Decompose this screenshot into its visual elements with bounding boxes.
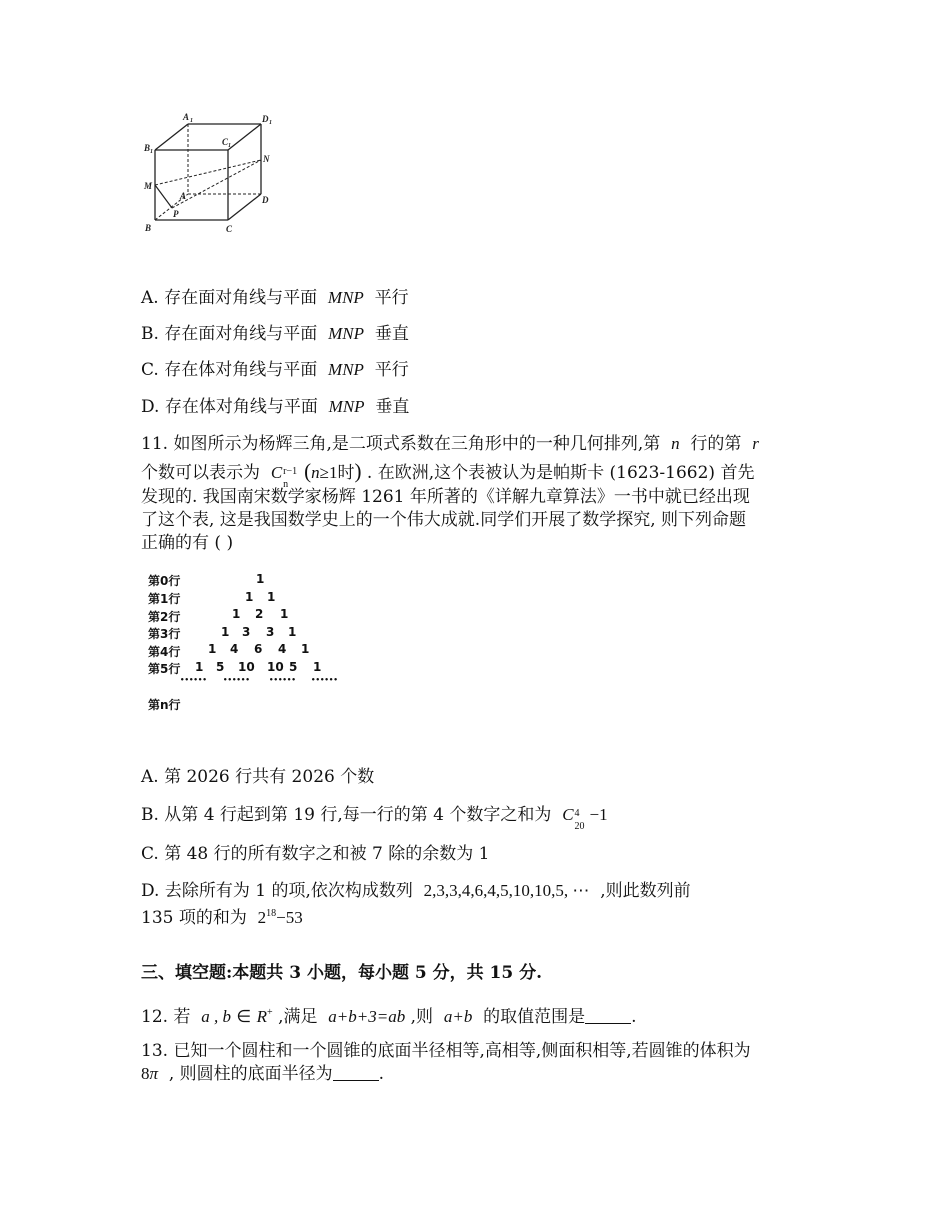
q10-option-a: A. 存在面对角线与平面 MNP 平行 — [141, 288, 409, 308]
q10-option-d: D. 存在体对角线与平面 MNP 垂直 — [141, 397, 410, 417]
q11-line-2: 个数可以表示为 C r−1 n (n≥1时) . 在欧洲,这个表被认为是帕斯卡 (1623-1662) 首先 — [141, 459, 755, 490]
label-a1-sub: 1 — [190, 118, 193, 124]
q11-line-4: 了这个表, 这是我国数学史上的一个伟大成就.同学们开展了数学探究, 则下列命题 — [141, 510, 747, 530]
q11-option-a: A. 第 2026 行共有 2026 个数 — [141, 767, 375, 787]
row-label-0: 第0行 — [148, 574, 181, 588]
cell-5-5: 1 — [313, 660, 322, 674]
cell-1-1: 1 — [267, 590, 276, 604]
q10-option-c: C. 存在体对角线与平面 MNP 平行 — [141, 360, 409, 380]
ellipsis-dots-1: •••••• — [180, 676, 207, 684]
cell-4-1: 4 — [230, 642, 239, 656]
cell-4-2: 6 — [254, 642, 263, 656]
q13-line-2: 8π , 则圆柱的底面半径为 . — [141, 1064, 385, 1084]
label-n: N — [263, 154, 270, 164]
row-label-5: 第5行 — [148, 662, 181, 676]
ellipsis-dots-2: •••••• — [223, 676, 250, 684]
label-c1-sub: 1 — [228, 143, 231, 149]
q11-option-d-line-1: D. 去除所有为 1 的项,依次构成数列 2,3,3,4,6,4,5,10,10,5, ⋯ ,则此数列前 — [141, 881, 691, 901]
ellipsis-dots-3: •••••• — [269, 676, 296, 684]
q11-option-c: C. 第 48 行的所有数字之和被 7 除的余数为 1 — [141, 844, 490, 864]
cell-4-4: 1 — [301, 642, 310, 656]
row-label-2: 第2行 — [148, 610, 181, 624]
q10-option-b: B. 存在面对角线与平面 MNP 垂直 — [141, 324, 409, 344]
q13-answer-blank[interactable] — [333, 1066, 379, 1081]
label-b1-sub: 1 — [150, 149, 153, 155]
q11-option-d-line-2: 135 项的和为 $2^{18}-53$ — [141, 908, 303, 928]
cell-5-0: 1 — [195, 660, 204, 674]
q11-line-1: 11. 如图所示为杨辉三角,是二项式系数在三角形中的一种几何排列,第 n 行的第 r — [141, 434, 759, 454]
cell-3-0: 1 — [221, 625, 230, 639]
label-d1: D — [262, 114, 269, 124]
cell-3-3: 1 — [288, 625, 297, 639]
label-b: B — [145, 223, 152, 233]
cell-3-2: 3 — [266, 625, 275, 639]
q11-line-5: 正确的有 ( ) — [141, 533, 234, 553]
cell-4-3: 4 — [278, 642, 287, 656]
label-d1-sub: 1 — [269, 120, 272, 126]
cube-figure — [140, 110, 280, 240]
row-label-n: 第n行 — [148, 698, 181, 712]
cell-5-3: 10 — [267, 660, 284, 674]
q12-text: 12. 若 a , b ∈ R+ ,满足 a+b+3=ab ,则 a+b 的取值范围是 . — [141, 1007, 637, 1027]
cell-2-0: 1 — [232, 607, 241, 621]
label-a1: A — [183, 112, 190, 122]
q13-line-1: 13. 已知一个圆柱和一个圆锥的底面半径相等,高相等,侧面积相等,若圆锥的体积为 — [141, 1041, 751, 1061]
row-label-1: 第1行 — [148, 592, 181, 606]
q11-option-b: B. 从第 4 行起到第 19 行,每一行的第 4 个数字之和为 C 4 20 −1 — [141, 805, 608, 832]
cell-2-1: 2 — [255, 607, 264, 621]
yanghui-triangle-figure — [148, 570, 348, 720]
cell-2-2: 1 — [280, 607, 289, 621]
label-a: A — [180, 191, 187, 201]
cell-4-0: 1 — [208, 642, 217, 656]
row-label-4: 第4行 — [148, 645, 181, 659]
q11-line-3: 发现的. 我国南宋数学家杨辉 1261 年所著的《详解九章算法》一书中就已经出现 — [141, 487, 750, 507]
label-d: D — [262, 195, 269, 205]
q12-answer-blank[interactable] — [585, 1009, 631, 1024]
section-3-heading: 三、填空题:本题共 3 小题，每小题 5 分，共 15 分. — [141, 963, 543, 983]
row-label-3: 第3行 — [148, 627, 181, 641]
cell-5-4: 5 — [289, 660, 298, 674]
label-c: C — [226, 224, 233, 234]
ellipsis-dots-4: •••••• — [311, 676, 338, 684]
cell-3-1: 3 — [242, 625, 251, 639]
label-p: P — [173, 209, 179, 219]
label-m: M — [144, 181, 153, 191]
cell-5-2: 10 — [238, 660, 255, 674]
label-c1: C — [222, 137, 229, 147]
cell-0-0: 1 — [256, 572, 265, 586]
cell-1-0: 1 — [245, 590, 254, 604]
label-b1: B — [144, 143, 151, 153]
cell-5-1: 5 — [216, 660, 225, 674]
